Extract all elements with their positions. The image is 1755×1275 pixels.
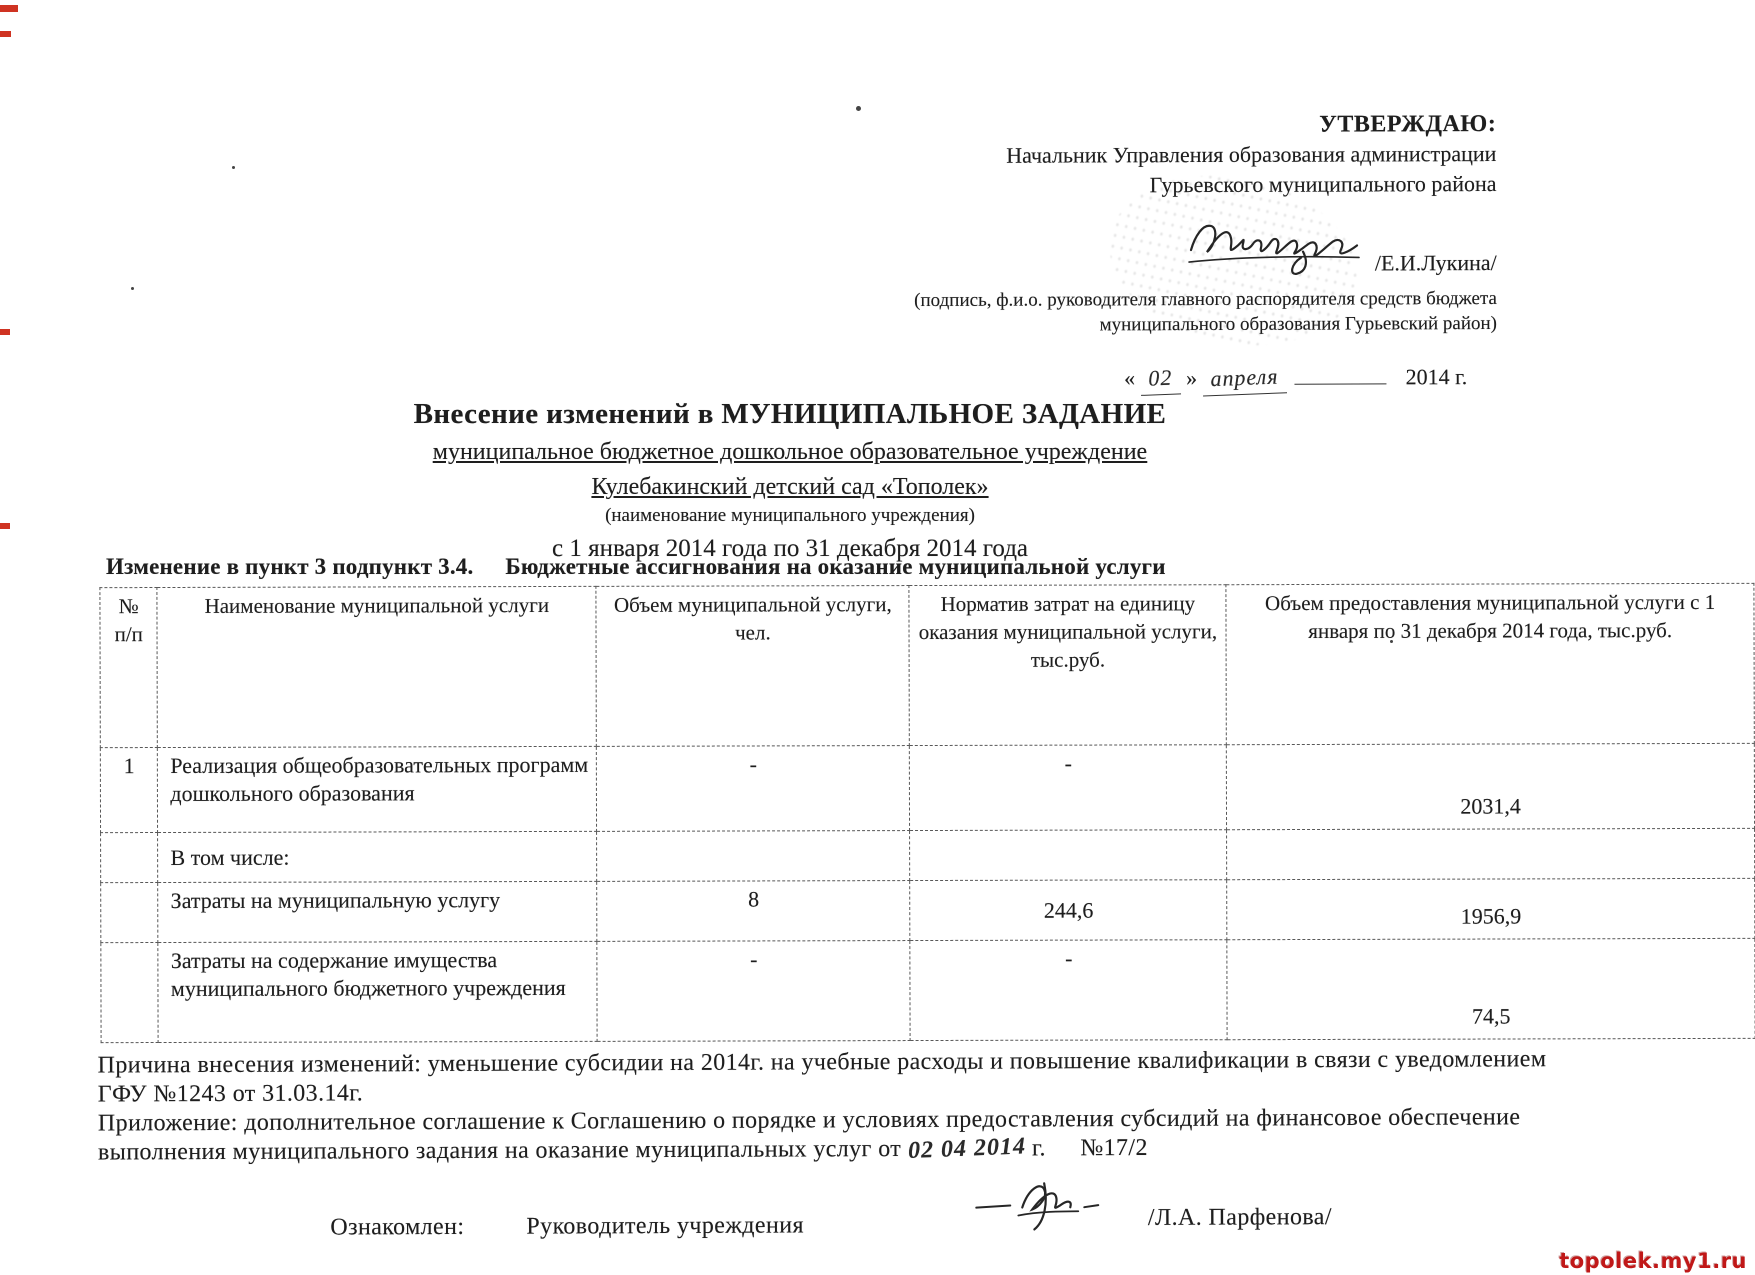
scan-speck: [856, 106, 861, 111]
scan-speck: [232, 166, 235, 169]
handwritten-day: 02: [1140, 362, 1181, 396]
scan-speck: [131, 287, 134, 290]
cell-volume: -: [597, 941, 910, 1042]
cell-volume: [597, 831, 910, 882]
approval-date-row: [915, 362, 1468, 396]
site-watermark: topolek.my1.ru: [1559, 1249, 1747, 1273]
cell-service-name: Реализация общеобразовательных программ дошкольного образования: [158, 746, 597, 832]
handwritten-month: апреля: [1202, 361, 1287, 396]
organization-line2: Кулебакинский детский сад «Тополек»: [591, 474, 989, 500]
signature-caption-line2: муниципального образования Гурьевский район): [1099, 312, 1498, 336]
date-close-quote: »: [1186, 365, 1198, 391]
cell-norm: -: [910, 940, 1227, 1041]
cell-number: [101, 833, 159, 883]
cell-number: 1: [100, 748, 158, 833]
signature-caption-line1: (подпись, ф.и.о. руководителя главного распорядителя средств бюджета: [914, 287, 1498, 312]
table-row: [101, 938, 1755, 1042]
approver-name: /Е.И.Лукина/: [1375, 249, 1498, 276]
section-heading-clause: Изменение в пункт 3 подпункт 3.4.: [106, 554, 474, 579]
attachment-number: №17/2: [1080, 1134, 1148, 1162]
cell-amount: 1956,9: [1227, 878, 1755, 939]
header-cost-norm: Норматив затрат на единицу оказания муниципальной услуги, тыс.руб.: [909, 585, 1226, 746]
header-service-name: Наименование муниципальной услуги: [157, 586, 596, 747]
acknowledged-label: Ознакомлен:: [330, 1213, 465, 1241]
red-edge-mark: [0, 5, 18, 12]
approver-title-line2: Гурьевского муниципального района: [1149, 170, 1497, 198]
task-period: с 1 января 2014 года по 31 декабря 2014 года: [551, 535, 1029, 562]
attachment-text: выполнения муниципального задания на оказание муниципальных услуг от: [97, 1135, 902, 1166]
footer-block: [98, 1045, 1699, 1244]
handwritten-signature: [1183, 213, 1373, 287]
document-title: Внесение изменений в МУНИЦИПАЛЬНОЕ ЗАДАНИЕ: [413, 398, 1167, 430]
table-row: [101, 828, 1755, 882]
red-edge-mark: [0, 523, 10, 529]
cell-volume: 8: [597, 881, 910, 942]
cell-norm: 244,6: [910, 880, 1227, 941]
cell-service-name: Затраты на содержание имущества муниципального бюджетного учреждения: [158, 941, 597, 1042]
cell-amount: 74,5: [1227, 938, 1755, 1039]
red-edge-mark: [0, 31, 11, 37]
approver-title-line1: Начальник Управления образования администрации: [1006, 140, 1497, 168]
cell-service-name: В том числе:: [158, 831, 597, 882]
handwritten-attachment-date: 02 04 2014: [907, 1133, 1026, 1165]
cell-volume: -: [597, 746, 910, 832]
budget-allocations-table: [99, 583, 1755, 1043]
section-heading: [106, 554, 1166, 580]
attachment-suffix: г.: [1031, 1135, 1046, 1162]
header-service-volume: Объем муниципальной услуги, чел.: [596, 586, 910, 747]
approve-heading: УТВЕРЖДАЮ:: [1319, 110, 1497, 138]
date-blank-line: [1294, 365, 1386, 384]
handwritten-signature-director: [974, 1173, 1134, 1240]
acknowledged-role: Руководитель учреждения: [526, 1212, 804, 1240]
date-open-quote: «: [1124, 365, 1136, 391]
cell-amount: 2031,4: [1227, 743, 1755, 829]
table-row: [100, 743, 1754, 832]
organization-caption: (наименование муниципального учреждения): [605, 505, 975, 526]
approver-signature-row: [914, 213, 1497, 288]
attachment-line1: Приложение: дополнительное соглашение к Соглашению о порядке и условиях предоставления субсидий на финансовое обеспечение: [97, 1104, 1521, 1137]
title-block: [240, 398, 1340, 563]
section-heading-title: Бюджетные ассигнования на оказание муниципальной услуги: [505, 554, 1166, 579]
cell-norm: -: [910, 745, 1227, 831]
organization-line1: муниципальное бюджетное дошкольное образовательное учреждение: [432, 439, 1148, 465]
header-number: № п/п: [100, 588, 158, 748]
table-row: [101, 878, 1755, 942]
table-header-row: [100, 583, 1754, 747]
director-name: /Л.А. Парфенова/: [1147, 1204, 1332, 1231]
cell-number: [101, 943, 159, 1043]
date-year: 2014 г.: [1405, 364, 1468, 390]
reason-line2: ГФУ №1243 от 31.03.14г.: [97, 1080, 364, 1108]
red-edge-mark: [0, 329, 10, 335]
cell-norm: [910, 830, 1227, 881]
cell-service-name: Затраты на муниципальную услугу: [158, 881, 597, 942]
approval-block: [914, 109, 1498, 396]
reason-line1: Причина внесения изменений: уменьшение субсидии на 2014г. на учебные расходы и повышение квалификации в связи с уведомлением: [97, 1046, 1547, 1079]
cell-number: [101, 883, 159, 943]
acknowledged-row: [98, 1171, 1698, 1244]
header-provision-volume: Объем предоставления муниципальной услуги с 1 января по 31 декабря 2014 года, тыс.руб.: [1226, 583, 1754, 744]
attachment-line2: [98, 1132, 1698, 1168]
cell-amount: [1227, 828, 1755, 879]
